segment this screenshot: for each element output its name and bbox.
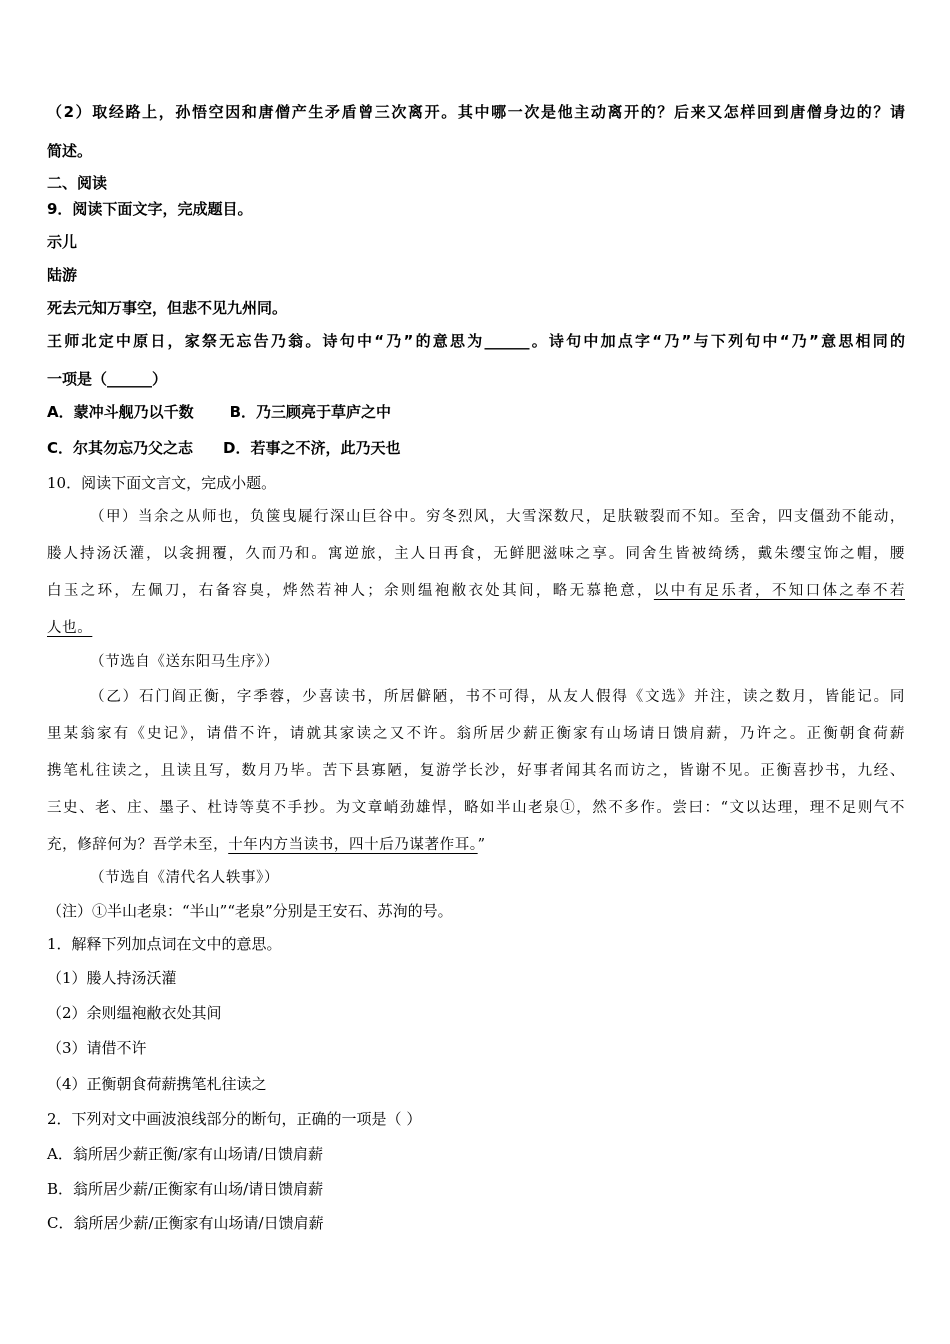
passage-yi-line-5 <box>47 834 905 856</box>
q9-option-d: D．若事之不济，此乃天也 <box>223 439 401 457</box>
passage-jia-line-1: （甲）当余之从师也，负箧曳屣行深山巨谷中。穷冬烈风，大雪深数尺，足肤皲裂而不知。至舍，四支僵劲不能动， <box>90 509 905 525</box>
q9-option-c: C．尔其勿忘乃父之志 <box>47 439 194 457</box>
passage-jia-line-2: 媵人持汤沃灌，以衾拥覆，久而乃和。寓逆旅，主人日再食，无鲜肥滋味之享。同舍生皆被绮绣，戴朱缨宝饰之帽，腰 <box>47 546 905 562</box>
q10-sub1-item: （2）余则缊袍敝衣处其间 <box>47 1004 222 1022</box>
passage-yi-line-5-end: ” <box>477 837 486 853</box>
q10-sub1-item: （1）媵人持汤沃灌 <box>47 969 177 987</box>
q9-stem: 9．阅读下面文字，完成题目。 <box>47 200 253 218</box>
poem-title: 示儿 <box>47 233 78 251</box>
q10-sub2-stem: 2．下列对文中画波浪线部分的断句，正确的一项是（ ） <box>47 1110 422 1128</box>
q10-sub2-option-c: C．翁所居少薪/正衡家有山场请/日馈肩薪 <box>47 1214 324 1232</box>
passage-jia-source: （节选自《送东阳马生序》） <box>90 654 280 670</box>
poem-author: 陆游 <box>47 266 78 284</box>
q9-option-b: B．乃三顾亮于草庐之中 <box>229 403 392 421</box>
passage-yi-line-2: 里某翁家有《史记》，请借不许，请就其家读之又不许。翁所居少薪正衡家有山场请日馈肩薪，乃许之。正衡朝食荷薪 <box>47 726 905 742</box>
poem-line-1: 死去元知万事空，但悲不见九州同。 <box>47 299 288 317</box>
passage-jia-line-4 <box>47 617 905 639</box>
q9-options-row-2 <box>47 437 905 459</box>
passage-yi-line-3: 携笔札往读之，且读且写，数月乃毕。苦下县寡陋，复游学长沙，好事者闻其名而访之，皆谢不见。正衡喜抄书，九经、 <box>47 763 905 779</box>
poem-line-3: 一项是（______） <box>47 370 168 388</box>
q10-sub2-option-a: A．翁所居少薪正衡/家有山场请/日馈肩薪 <box>47 1145 323 1163</box>
passage-yi-line-4: 三史、老、庄、墨子、杜诗等莫不手抄。为文章峭劲雄悍，略如半山老泉①，然不多作。尝曰：“文以达理，理不足则气不 <box>47 800 905 816</box>
q10-sub2-option-b: B．翁所居少薪/正衡家有山场/请日馈肩薪 <box>47 1180 324 1198</box>
q10-sub1-item: （4）正衡朝食荷薪携笔札往读之 <box>47 1075 267 1093</box>
passage-jia-line-3-text: 白玉之环，左佩刀，右备容臭，烨然若神人；余则缊袍敝衣处其间，略无慕艳意， <box>47 583 654 599</box>
section-title: 二、阅读 <box>47 174 108 192</box>
q10-sub1-item: （3）请借不许 <box>47 1039 147 1057</box>
passage-note: （注）①半山老泉：“半山”“老泉”分别是王安石、苏洵的号。 <box>47 902 453 920</box>
q8-sub2-line2: 简述。 <box>47 142 93 160</box>
passage-jia-underlined-1: 以中有足乐者，不知口体之奉不若 <box>653 583 905 599</box>
q9-options-row-1 <box>47 401 905 423</box>
q8-sub2-line1: （2）取经路上，孙悟空因和唐僧产生矛盾曾三次离开。其中哪一次是他主动离开的？后来又怎样回到唐僧身边的？请 <box>47 103 905 121</box>
passage-yi-line-1: （乙）石门阎正衡，字季蓉，少喜读书，所居僻陋，书不可得，从友人假得《文选》并注，读之数月，皆能记。同 <box>90 689 905 705</box>
passage-yi-line-5-text: 充，修辞何为？吾学未至， <box>47 837 229 853</box>
passage-yi-underlined: 十年内方当读书，四十后乃谋著作耳。 <box>228 837 478 853</box>
q10-sub1-stem: 1．解释下列加点词在文中的意思。 <box>47 935 282 953</box>
poem-line-2: 王师北定中原日，家祭无忘告乃翁。诗句中“乃”的意思为______。诗句中加点字“乃”与下列句中“乃”意思相同的 <box>47 332 905 350</box>
passage-jia-underlined-2: 人也。 <box>47 620 93 636</box>
passage-yi-source: （节选自《清代名人轶事》） <box>90 870 280 886</box>
q9-option-a: A．蒙冲斗舰乃以千数 <box>47 403 194 421</box>
passage-jia-line-3 <box>47 580 905 602</box>
q10-stem: 10．阅读下面文言文，完成小题。 <box>47 474 277 492</box>
